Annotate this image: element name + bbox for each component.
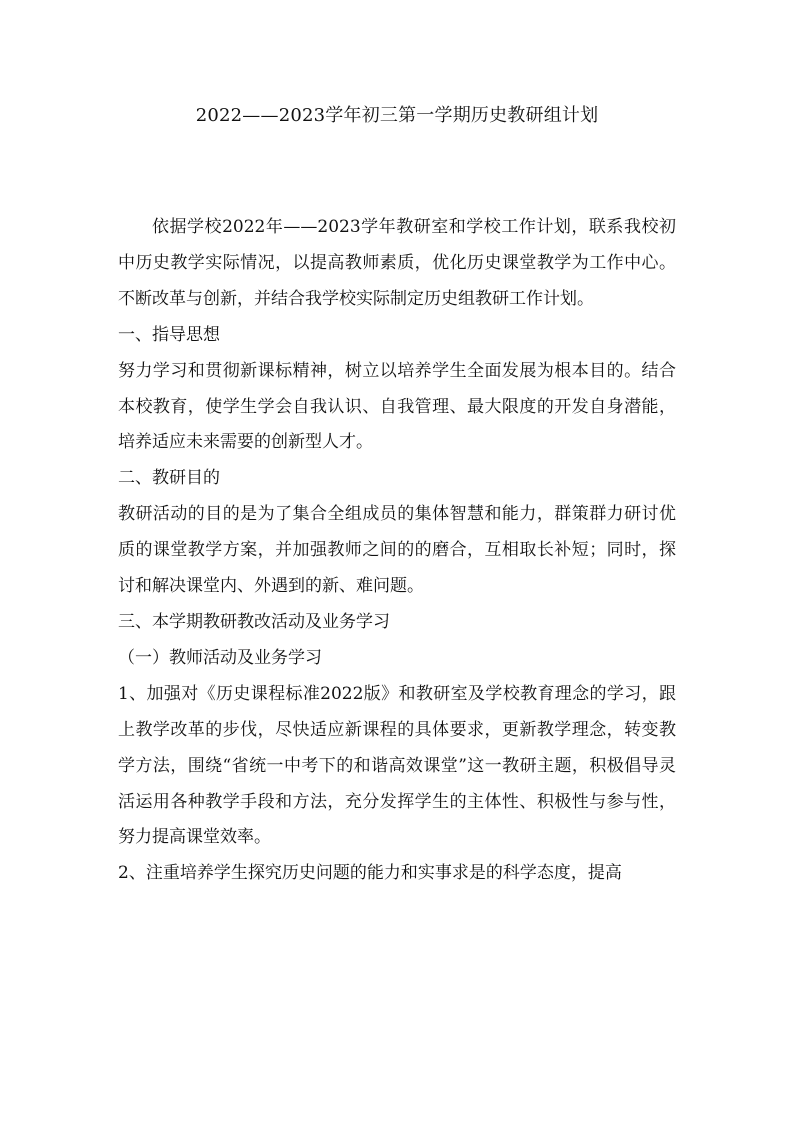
section-heading-research-purpose: 二、教研目的	[118, 468, 220, 489]
section-heading-guiding-ideology: 一、指导思想	[118, 324, 220, 345]
section-heading-activities: 三、本学期教研教改活动及业务学习	[118, 611, 390, 632]
document-body	[118, 210, 676, 892]
subsection-heading-teacher-activities: （一）教师活动及业务学习	[118, 647, 322, 668]
list-item-2: 2、注重培养学生探究历史问题的能力和实事求是的科学态度，提高	[118, 863, 622, 884]
list-item-1: 1、加强对《历史课程标准2022版》和教研室及学校教育理念的学习，跟上教学改革的步伐，尽快适应新课程的具体要求，更新教学理念，转变教学方法，围绕“省统一中考下的和谐高效课堂”这一教研主题，积极倡导灵活运用各种教学手段和方法，充分发挥学生的主体性、积极性与参与性，努力提高课堂效率。	[118, 683, 676, 848]
document-title: 2022——2023学年初三第一学期历史教研组计划	[195, 105, 599, 126]
research-purpose-paragraph: 教研活动的目的是为了集合全组成员的集体智慧和能力，群策群力研讨优质的课堂教学方案，并加强教师之间的的磨合，互相取长补短；同时，探讨和解决课堂内、外遇到的新、难问题。	[118, 504, 676, 597]
intro-paragraph: 依据学校2022年——2023学年教研室和学校工作计划，联系我校初中历史教学实际情况，以提高教师素质，优化历史课堂教学为工作中心。不断改革与创新，并结合我学校实际制定历史组教研工作计划。	[118, 217, 676, 309]
guiding-ideology-paragraph: 努力学习和贯彻新课标精神，树立以培养学生全面发展为根本目的。结合本校教育，使学生学会自我认识、自我管理、最大限度的开发自身潜能，培养适应未来需要的创新型人才。	[118, 360, 676, 453]
